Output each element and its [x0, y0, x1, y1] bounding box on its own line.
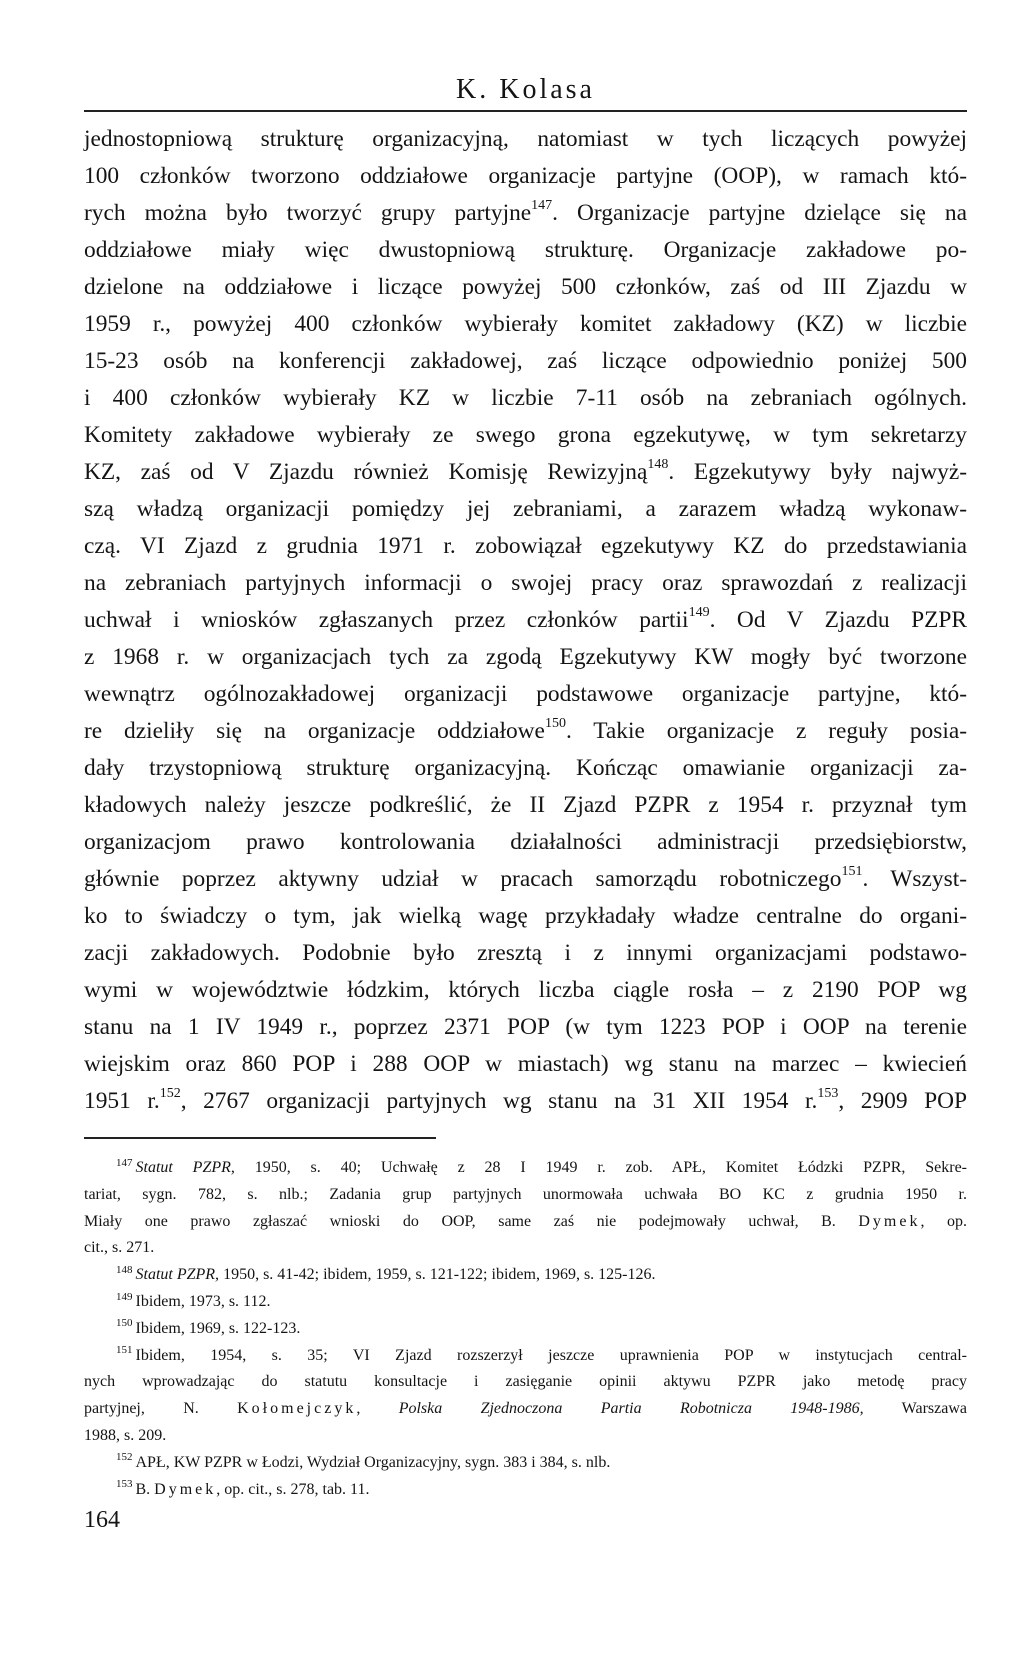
footnote-ref: 152: [159, 1086, 181, 1102]
header-author: K. Kolasa: [456, 74, 595, 105]
footnote-150: $^{150}$ Ibidem, 1969, s. 122-123.: [116, 1317, 301, 1337]
text-line: dzielone na oddziałowe i liczące powyżej 500 członków, zaś od III Zjazdu w: [84, 274, 967, 300]
footnote-151: $^{151}$ Ibidem, 1954, s. 35; VI Zjazd rozszerzył jeszcze uprawnienia POP w instytucjach central-: [116, 1344, 967, 1364]
footnote-number: 147: [116, 1156, 133, 1169]
footnote-line: 1988, s. 209.: [84, 1426, 167, 1444]
text-line: zacji zakładowych. Podobnie było zresztą i z innymi organizacjami podstawo-: [84, 940, 967, 966]
page-number: 164: [84, 1507, 120, 1533]
footnote-line: cit., s. 271.: [84, 1239, 155, 1257]
text-line: wewnątrz ogólnozakładowej organizacji podstawowe organizacje partyjne, któ-: [84, 681, 967, 707]
footnote-line: Miały one prawo zgłaszać wnioski do OOP, same zaś nie podejmowały uchwał, B. Dymek, op.: [84, 1212, 968, 1230]
text-line: 1959 r., powyżej 400 członków wybierały komitet zakładowy (KZ) w liczbie: [84, 311, 967, 337]
footnote-ref: 150: [544, 716, 566, 732]
footnote-148: $^{148}$ Statut PZPR, 1950, s. 41-42; ibidem, 1959, s. 121-122; ibidem, 1969, s. 125-126.: [116, 1263, 656, 1284]
text-line: wymi w województwie łódzkim, których liczba ciągle rosła – z 2190 POP wg: [84, 977, 967, 1003]
footnotes: [84, 1155, 967, 1503]
footnote-number: 151: [116, 1344, 133, 1357]
footnote-ref: 153: [817, 1086, 839, 1102]
footnote-ref: 151: [841, 864, 863, 880]
footnote-number: 150: [116, 1317, 133, 1330]
text-line: 1951 r.$^{152}$, 2767 organizacji partyjnych wg stanu na 31 XII 1954 r.$^{153}$, 2909 POP: [84, 1086, 967, 1114]
footnote-line: nych wprowadzając do statutu konsultacje i zasięganie opinii aktywu PZPR jako metodę pracy: [84, 1373, 967, 1391]
footnote-ref: 147: [531, 198, 553, 214]
text-line: i 400 członków wybierały KZ w liczbie 7-11 osób na zebraniach ogólnych.: [84, 385, 967, 411]
footnote-153: $^{153}$ B. Dymek, op. cit., s. 278, tab. 11.: [116, 1478, 370, 1498]
running-header: [84, 70, 967, 112]
text-line: KZ, zaś od V Zjazdu również Komisję Rewizyjną$^{148}$. Egzekutywy były najwyż-: [84, 457, 967, 485]
text-line: organizacjom prawo kontrolowania działalności administracji przedsiębiorstw,: [84, 829, 967, 855]
footnote-149: $^{149}$ Ibidem, 1973, s. 112.: [116, 1290, 271, 1310]
text-line: ko to świadczy o tym, jak wielką wagę przykładały władze centralne do organi-: [84, 903, 967, 929]
footnote-number: 152: [116, 1451, 133, 1464]
text-line: oddziałowe miały więc dwustopniową strukturę. Organizacje zakładowe po-: [84, 237, 967, 263]
footnote-147: $^{147}$ Statut PZPR, 1950, s. 40; Uchwałę z 28 I 1949 r. zob. APŁ, Komitet Łódzki PZPR, Sekre-: [116, 1156, 967, 1176]
text-line: stanu na 1 IV 1949 r., poprzez 2371 POP (w tym 1223 POP i OOP na terenie: [84, 1014, 967, 1040]
footnote-number: 149: [116, 1290, 133, 1303]
text-line: z 1968 r. w organizacjach tych za zgodą Egzekutywy KW mogły być tworzone: [84, 644, 967, 670]
footnote-ref: 148: [647, 457, 669, 473]
footnote-number: 148: [116, 1263, 133, 1276]
text-line: jednostopniową strukturę organizacyjną, natomiast w tych liczących powyżej: [84, 126, 967, 152]
text-line: głównie poprzez aktywny udział w pracach samorządu robotniczego$^{151}$. Wszyst-: [84, 864, 968, 892]
text-line: re dzieliły się na organizacje oddziałowe$^{150}$. Takie organizacje z reguły posia-: [84, 716, 968, 744]
text-line: kładowych należy jeszcze podkreślić, że II Zjazd PZPR z 1954 r. przyznał tym: [84, 792, 967, 818]
footnote-line: tariat, sygn. 782, s. nlb.; Zadania grup partyjnych unormowała uchwała BO KC z grudnia 1950 r.: [84, 1185, 967, 1203]
text-line: 15-23 osób na konferencji zakładowej, zaś liczące odpowiednio poniżej 500: [84, 348, 967, 374]
text-line: czą. VI Zjazd z grudnia 1971 r. zobowiązał egzekutywy KZ do przedstawiania: [84, 533, 967, 559]
footnote-ref: 149: [688, 605, 710, 621]
footnote-separator: [84, 1137, 436, 1139]
text-line: wiejskim oraz 860 POP i 288 OOP w miastach) wg stanu na marzec – kwiecień: [84, 1051, 967, 1077]
text-line: uchwał i wniosków zgłaszanych przez członków partii$^{149}$. Od V Zjazdu PZPR: [84, 605, 967, 633]
text-line: szą władzą organizacji pomiędzy jej zebraniami, a zarazem władzą wykonaw-: [84, 496, 967, 522]
text-line: dały trzystopniową strukturę organizacyjną. Kończąc omawianie organizacji za-: [84, 755, 967, 781]
main-text: [84, 121, 967, 1120]
text-line: na zebraniach partyjnych informacji o swojej pracy oraz sprawozdań z realizacji: [84, 570, 967, 596]
footnote-number: 153: [116, 1478, 133, 1491]
footnote-152: $^{152}$ APŁ, KW PZPR w Łodzi, Wydział Organizacyjny, sygn. 383 i 384, s. nlb.: [116, 1451, 611, 1471]
text-line: rych można było tworzyć grupy partyjne$^{147}$. Organizacje partyjne dzielące się na: [84, 198, 967, 226]
text-line: Komitety zakładowe wybierały ze swego grona egzekutywę, w tym sekretarzy: [84, 422, 967, 448]
footnote-line: partyjnej, N. Kołomejczyk, Polska Zjednoczona Partia Robotnicza 1948-1986, Warszawa: [84, 1400, 968, 1418]
text-line: 100 członków tworzono oddziałowe organizacje partyjne (OOP), w ramach któ-: [84, 163, 967, 189]
